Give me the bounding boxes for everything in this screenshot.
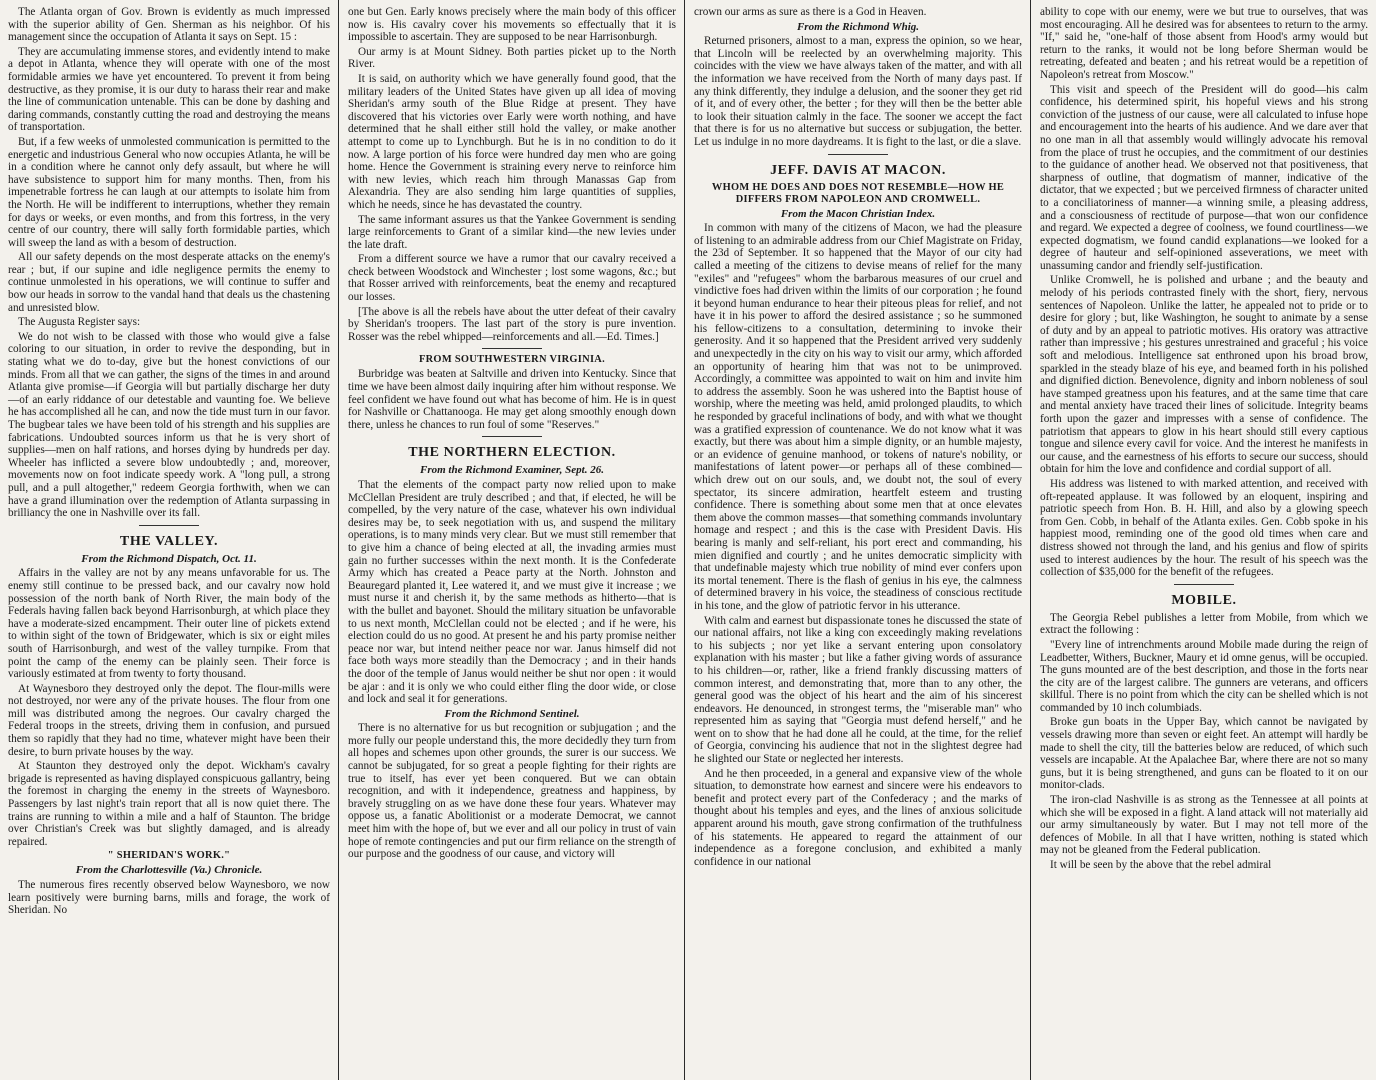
- article-paragraph: With calm and earnest but dispassionate tones he discussed the state of our national affairs, not like a king con exceedingly making revelations to his subjects ; nor yet like a servant entering upon consolatory explanation with his master ; but like a father giving words of assurance to his children—or, rather, like a friend frankly discussing matters of common interest, and demonstrating that, more than to any other, the general good was the object of his heart and the aim of his sincerest endeavors. He denounced, in strongest terms, the "miserable man" who represented him as saying that "Georgia must defend herself," and he went on to show that he had done all he could, at the time, for the relief of Georgia, convincing his audience that not in the slightest degree had he slighted our State or neglected her interests.: [694, 614, 1022, 766]
- source-attribution: From the Macon Christian Index.: [780, 207, 936, 220]
- article-paragraph: [The above is all the rebels have about the utter defeat of their cavalry by Sheridan's troopers. The last part of the story is pure invention. Rosser was the rebel whipped—reinforcements and all.—Ed. Times.]: [348, 305, 676, 343]
- article-paragraph: At Staunton they destroyed only the depot. Wickham's cavalry brigade is represented as having displayed conspicuous gallantry, being the foremost in charging the enemy in the streets of Waynesboro. Passengers by last night's train report that all is now quiet there. The trains are running to within a mile and a half of Staunton. The bridge over Christian's Creek was but slightly damaged, and is already repaired.: [8, 760, 330, 848]
- article-paragraph: All our safety depends on the most desperate attacks on the enemy's rear ; but, if our supine and idle negligence permits the enemy to continue unmolested in his operations, we will continue to suffer and bow our heads in sorrow to the vandal hand that deals us the chastening and unresisted blow.: [8, 251, 330, 314]
- article-paragraph: That the elements of the compact party now relied upon to make McClellan President are truly described ; and that, if elected, he will be compelled, by the very nature of the case, whatever his own individual desires may be, to seek negotiation with us, and suspend the military operations, is to many minds very clear. But we must still remember that to give him a chance of being elected at all, the invading armies must gain no further successes within the next month. It is the Confederate Army which has created a Peace party at the North. Johnston and Beauregard planted it, Lee watered it, and we must give it increase ; we must nurse it and cherish it, by the same methods as hitherto—that is with the bullet and bayonet. Should the military situation be unfavorable to us next month, McClellan could not be elected ; and if he were, his election could do us no good. At present he and his party promise neither peace nor war, but intend neither peace nor war. Janus himself did not face both ways more steadily than the Democracy ; and in their hands the door of the temple of Janus would neither be shut nor open : it would be ajar : and it is only we who could either fling the door wide, or close and lock and seal it for generations.: [348, 479, 676, 706]
- article-paragraph: There is no alternative for us but recognition or subjugation ; and the more fully our people understand this, the more decidedly they turn from all hopes and schemes upon other grounds, the surer is our success. We cannot be subjugated, for so great a people fighting for their rights are true to itself, has ever yet been conquered. But we can obtain recognition, and with it independence, greatness and happiness, by bravely struggling on as we have done these four years. Whatever may oppose us, a fanatic Abolitionist or a moderate Democrat, we cannot meet him with the hope of, but we ever and all our policy in trust of vain hope of remote contingencies and put our firm reliance on the strength of our purpose and the goodness of our cause, and victory will: [348, 722, 676, 861]
- column-2: [342, 0, 682, 1080]
- column-1: [2, 0, 336, 1080]
- article-paragraph: But, if a few weeks of unmolested communication is permitted to the energetic and industrious General who now occupies Atlanta, he will be in a condition where he cannot only defy assault, but where he will have subsistence to support him for many months. Then, from his impenetrable fortress he can laugh at our attempts to isolate him from the North. He will be indifferent to interruptions, whether they remain for days or weeks, or even months, and from this fortress, in the very centre of our country, there will sally forth formidable parties, which will sweep the land as with a besom of destruction.: [8, 135, 330, 249]
- article-paragraph: It is said, on authority which we have generally found good, that the military leaders of the United States have given up all idea of moving Sheridan's army south of the Blue Ridge at present. They have discovered that his victories over Early were worth nothing, and have determined that he shall either still hold the valley, or make another attempt to come up to Lynchburgh. But he is in no condition to do it now. A large portion of his force were hundred day men who are going home. Hence the Government is straining every nerve to reinforce him with new levies, which reach him through Manassas Gap from Alexandria. They are also sending him large quantities of supplies, which he needs, since he has devastated the country.: [348, 72, 676, 211]
- article-paragraph: The same informant assures us that the Yankee Government is sending large reinforcements to Grant of a similar kind—the new levies under the late draft.: [348, 213, 676, 251]
- article-paragraph: This visit and speech of the President will do good—his calm confidence, his determined spirit, his hopeful views and his strong conviction of the justness of our cause, were all calculated to infuse hope and encouragement into the hearts of his audience. And we dare aver that no one man in all that assembly would willingly advocate his removal from the place of trust he occupies, and the commitment of our destinies to the guidance of another head. We observed not that positiveness, that sharpness of outline, that dogmatism of manner, indicative of the dictator, that we expected ; but we perceived firmness of character united to a conciliatoriness of manner—a winning smile, a pleasing address, and a consciousness of rectitude of purpose—that won our confidence and regard. We expected a degree of coolness, we found courtliness—we expected dogmatism, we found candid explanations—we looked for a degree of hauteur and self-opinioned asseverations, we meet with unassuming candor and friendly self-justification.: [1040, 83, 1368, 272]
- article-headline: JEFF. DAVIS AT MACON.: [770, 162, 946, 178]
- article-paragraph: crown our arms as sure as there is a God in Heaven.: [694, 6, 927, 18]
- article-paragraph: They are accumulating immense stores, and evidently intend to make a depot in Atlanta, whence they will operate with one of the most formidable armies we have yet encountered. To prevent it from being destructive, as they promise, it is our duty to harass their rear and make the line of communication untenable. This can be done by dashing and daring commands, constantly cutting the road and destroying the means of transportation.: [8, 45, 330, 134]
- section-rule: [139, 525, 199, 526]
- article-paragraph: At Waynesboro they destroyed only the depot. The flour-mills were not destroyed, nor were any of the private houses. The flour from one mill was distributed among the negroes. Our cavalry charged the Federal troops in the streets, driving them in confusion, and pursued them so rapidly that they had no time, whatever might have been their desire, to burn private houses by the way.: [8, 682, 330, 758]
- article-subheadline: " SHERIDAN'S WORK.": [107, 850, 231, 862]
- article-paragraph: It will be seen by the above that the rebel admiral: [1050, 859, 1272, 871]
- column-4: [1034, 0, 1374, 1080]
- source-attribution: From the Richmond Sentinel.: [444, 707, 580, 720]
- column-divider: [684, 0, 685, 1080]
- section-rule: [828, 154, 888, 155]
- article-paragraph: "Every line of intrenchments around Mobile made during the reign of Leadbetter, Withers, Buckner, Maury et id omne genus, will be occupied. The guns mounted are of the best description, and those in the forts near the city are of the largest calibre. The gunners are veterans, and officers skillful. There is no point from which the city can be shelled which is not commanded by 10 inch columbiads.: [1040, 638, 1368, 714]
- source-attribution: From the Richmond Examiner, Sept. 26.: [420, 464, 604, 477]
- article-paragraph: In common with many of the citizens of Macon, we had the pleasure of listening to an admirable address from our Chief Magistrate on Friday, the 23d of September. It so happened that the Mayor of our city had called a meeting of the citizens to devise means of relief for the many "exiles" and "refugees" whom the barbarous measures of our cruel and vindictive foes had driven within the limits of our corporation ; he found it beyond human endurance to hear their piteous pleas for relief, and not have it in his power to afford the desired assistance ; so he summoned his fellow-citizens to a consultation, determining to invoke their generosity. And it so happened that the President arrived very suddenly and unexpectedly in the city on his way to visit our army, which afforded an opportunity of hearing him that was not to be unimproved. Accordingly, a committee was appointed to wait on him and invite him to address the assembly. Soon he was ushered into the Baptist house of worship, where the meeting was held, amid prolonged plaudits, to which he responded by graceful inclinations of body, and with what we thought was a gratified expression of countenance. We do not know what it was exactly, but there was about him a simple dignity, or an humble majesty, or an evidence of genuine manhood, or tokens of nature's nobility, or manifestations of latent power—or perhaps all of these combined—which drew out on our souls, and, we doubt not, the soul of every spectator, its sincere admiration, heartfelt esteem and trusting confidence. There is something about some men that at once elevates them above the common masses—that something commands involuntary homage and respect ; and this is the case with President Davis. His bearing is manly and self-reliant, his port erect and commanding, his mien dignified and courtly ; and he unites democratic simplicity with that undefinable majesty which true nobility of mind ever confers upon its mortal tenement. There is the flash of genius in his eye, the calmness of determined bravery in his voice, the steadiness of conscious rectitude in his tone, and the glow of patriotic fervor in his utterance.: [694, 222, 1022, 612]
- article-paragraph: From a different source we have a rumor that our cavalry received a check between Woodstock and Winchester ; lost some wagons, &c.; but that Rosser arrived with reinforcements, beat the enemy and recaptured our losses.: [348, 253, 676, 304]
- article-subheadline: FROM SOUTHWESTERN VIRGINIA.: [418, 354, 606, 366]
- article-paragraph: Affairs in the valley are not by any means unfavorable for us. The enemy still continue to be pressed back, and our cavalry now hold possession of the north bank of North River, the main body of the Federals having fallen back beyond Harrisonburgh, at which place they have a moderate-sized encampment. Their outer line of pickets extend to within sight of the town of Bridgewater, which is six or eight miles south of Harrisonburgh, and west of the valley turnpike. From that point the camp of the enemy can be plainly seen. Their force is variously estimated at from twenty to forty thousand.: [8, 567, 330, 681]
- column-3: [688, 0, 1028, 1080]
- article-headline: MOBILE.: [1171, 592, 1237, 608]
- article-paragraph: ability to cope with our enemy, were we but true to ourselves, that was most encouraging. All he desired was for absentees to return to the army. "If," said he, "one-half of those absent from Hood's army would but return to the ranks, it would not be long before Sherman would be retreating, defeated and beaten ; and his retreat would be a repetition of Napoleon's retreat from Moscow.": [1040, 6, 1368, 81]
- section-rule: [1174, 584, 1234, 585]
- article-paragraph: Unlike Cromwell, he is polished and urbane ; and the beauty and melody of his periods contrasted finely with the short, fiery, nervous sentences of Napoleon. Unlike the latter, he appealed not to pride or to desire for glory ; but, like Washington, he sought to animate by a sense of duty and by an appeal to patriotic motives. His oratory was attractive rather than impressive ; his gestures unrestrained and graceful ; his voice soft and melodious. Intelligence sat enthroned upon his broad brow, sparkled in the steady blaze of his eye, and beamed forth in his polished and dignified diction. Benevolence, dignity and inborn nobleness of soul have stamped greatness upon his features, and at the same time that care and mental anxiety have traced their lines of solicitude. Integrity beams forth upon the gazer and impresses with a sense of confidence. The patriotism that appears to glow in his heart should still every captious tongue and silence every cavil for voice. And the interest he manifests in our cause, and the earnestness of his efforts to secure our success, should obtain for him the love and confidence and cordial support of all.: [1040, 274, 1368, 476]
- article-paragraph: The numerous fires recently observed below Waynesboro, we now learn positively were burning barns, mills and forage, the work of Sheridan. No: [8, 879, 330, 917]
- section-rule: [482, 436, 542, 437]
- section-rule: [482, 348, 542, 349]
- article-paragraph: one but Gen. Early knows precisely where the main body of this officer now is. His cavalry cover his movements so effectually that it is impossible to ascertain. They are supposed to be near Harrisonburgh.: [348, 6, 676, 44]
- article-paragraph: The iron-clad Nashville is as strong as the Tennessee at all points at which she will be exposed in a fight. A land attack will not materially aid our army simultaneously by water. But I may not tell more of the defences of Mobile. In all that I have written, nothing is stated which may not be gleaned from the Federal publication.: [1040, 794, 1368, 857]
- article-paragraph: We do not wish to be classed with those who would give a false coloring to our situation, in order to revive the desponding, but in stating what we do to-day, give but the honest convictions of our minds. From all that we can gather, the signs of the times in and around Atlanta give promise—if Georgia will but partially discharge her duty—of an early riddance of our detestable and vaunting foe. We believe he has accomplished all he can, and now the tide must turn in our favor. The bugbear tales we have been told of his strength and his supplies are fabrications. Undoubted sources inform us that he is very short of supplies—men on half rations, and horses dying by hundreds per day. Wheeler has inflicted a severe blow undoubtedly ; and, moreover, movements now on foot indicate speedy work. A "long pull, a strong pull, and a pull altogether," redeem Georgia forthwith, when we can have a grand illumination over the redemption of Atlanta surpassing in brilliancy the one in Nashville over its fall.: [8, 330, 330, 520]
- article-headline: THE NORTHERN ELECTION.: [408, 445, 616, 461]
- article-paragraph: Broke gun boats in the Upper Bay, which cannot be navigated by vessels drawing more than seven or eight feet. An attempt will hardly be made to shell the city, till the batteries below are reduced, of which such vessels are incapable. At the Apalachee Bar, where there are not so many guns, but it is being strengthened, and guns can be floated to it on our monitor-clads.: [1040, 716, 1368, 792]
- article-paragraph: And he then proceeded, in a general and expansive view of the whole situation, to demonstrate how earnest and sincere were his endeavors to benefit and protect every part of the Confederacy ; and the marks of thought about his temples and eyes, and the lines of anxious solicitude apparent around his mouth, gave strong confirmation of the truthfulness of his statements. He appeared to regard the attainment of our independence as a foregone conclusion, and exhibited a manly confidence in our national: [694, 767, 1022, 868]
- source-attribution: From the Richmond Whig.: [796, 20, 920, 33]
- source-attribution: From the Charlottesville (Va.) Chronicle.: [75, 864, 263, 877]
- article-paragraph: The Augusta Register says:: [18, 316, 141, 329]
- column-divider: [1030, 0, 1031, 1080]
- article-paragraph: The Georgia Rebel publishes a letter from Mobile, from which we extract the following :: [1040, 611, 1368, 637]
- article-paragraph: His address was listened to with marked attention, and received with oft-repeated applause. It was followed by an eloquent, inspiring and patriotic speech from Hon. B. H. Hill, and also by a glowing speech from Gen. Cobb, in behalf of the Atlanta exiles. Gen. Cobb spoke in his happiest mood, reminding one of the good old times when care and distress showed not through the land, and his genius and flow of spirits used to interest audiences by the hour. The result of his speech was the collection of $35,000 for the benefit of the refugees.: [1040, 477, 1368, 579]
- article-headline: THE VALLEY.: [119, 533, 219, 549]
- article-paragraph: Returned prisoners, almost to a man, express the opinion, so we hear, that Lincoln will be reelected by an overwhelming majority. This coincides with the view we have always taken of the matter, and with all the information we have received from the North of many days past. If any think differently, they indulge a delusion, and the sooner they get rid of it, and of every other, the better ; for they will then be the better able to look their situation calmly in the face. The sooner we accept the fact that there is for us no alternative but success or subjugation, the better. Let us indulge in no more daydreams. It is fight to the last, or die a slave.: [694, 35, 1022, 148]
- article-paragraph: The Atlanta organ of Gov. Brown is evidently as much impressed with the superior ability of Gen. Sherman as his neighbor. Of his management since the occupation of Atlanta it says on Sept. 15 :: [8, 6, 330, 44]
- column-divider: [338, 0, 339, 1080]
- article-paragraph: Our army is at Mount Sidney. Both parties picket up to the North River.: [348, 45, 676, 71]
- article-subheadline: WHOM HE DOES AND DOES NOT RESEMBLE—HOW HE DIFFERS FROM NAPOLEON AND CROMWELL.: [711, 181, 1005, 205]
- source-attribution: From the Richmond Dispatch, Oct. 11.: [81, 552, 257, 565]
- article-paragraph: Burbridge was beaten at Saltville and driven into Kentucky. Since that time we have been almost daily inquiring after him without response. We feel confident we have found out what has become of him. He is in quest for Nashville or Chattanooga. He may get along smoothly enough down there, unless he chances to run foul of some "Reserves.": [348, 368, 676, 431]
